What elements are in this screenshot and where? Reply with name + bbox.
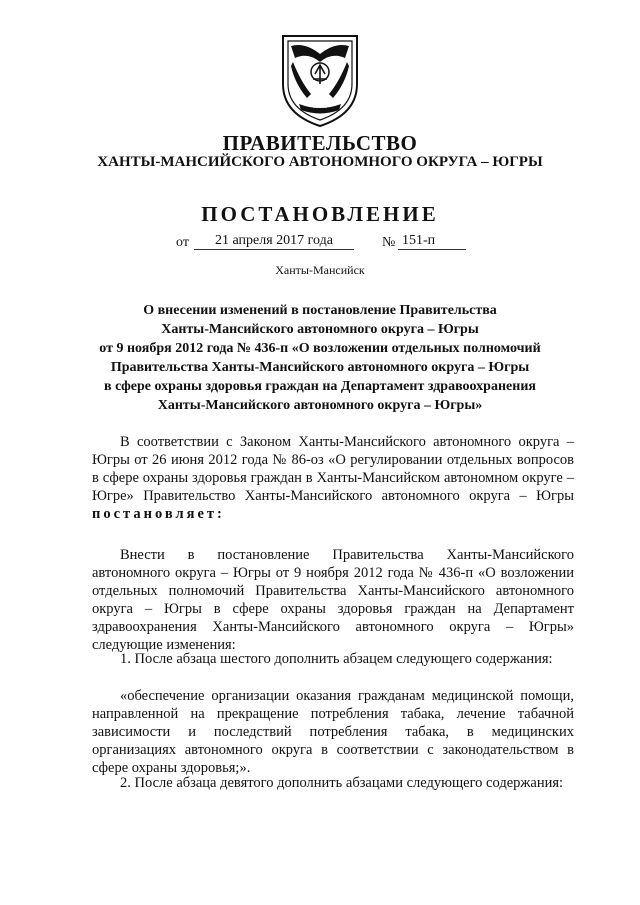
title-line: Ханты-Мансийского автономного округа – Югры [161, 322, 479, 337]
preamble-paragraph [92, 433, 574, 523]
title-line: Правительства Ханты-Мансийского автономного округа – Югры [110, 360, 530, 375]
preamble-text: В соответствии с Законом Ханты-Мансийского автономного округа – Югры от 26 июня 2012 года № 86-оз «О регулировании отдельных вопросов в сфере охраны здоровья граждан в Ханты-Мансийском автономном округе – Югре» Правительство Ханты-Мансийского автономного округа – Югры [92, 434, 574, 504]
government-title: ПРАВИТЕЛЬСТВО [222, 131, 418, 155]
item-1-paragraph: 1. После абзаца шестого дополнить абзацем следующего содержания: [120, 651, 553, 667]
document-number: 151-п [398, 233, 466, 250]
city: Ханты-Мансийск [275, 263, 365, 277]
resolves-word: постановляет: [92, 506, 225, 522]
title-line: в сфере охраны здоровья граждан на Департамент здравоохранения [104, 379, 536, 394]
title-line: от 9 ноября 2012 года № 436-п «О возложении отдельных полномочий [99, 341, 541, 356]
title-line: Ханты-Мансийского автономного округа – Югры» [157, 398, 483, 413]
intro-paragraph: Внести в постановление Правительства Ханты-Мансийского автономного округа – Югры от 9 ноября 2012 года № 436-п «О возложении отдельных полномочий Правительства Ханты-Мансийского автономного округа – Югры в сфере охраны здоровья граждан на Департамент здравоохранения Ханты-Мансийского автономного округа – Югры» следующие изменения: [92, 547, 574, 653]
document-title [60, 301, 580, 415]
svg-text:ЮГРА: ЮГРА [313, 105, 327, 110]
title-line: О внесении изменений в постановление Правительства [143, 303, 497, 318]
date-prefix: от [176, 235, 189, 250]
number-prefix: № [382, 235, 396, 250]
government-subtitle: ХАНТЫ-МАНСИЙСКОГО АВТОНОМНОГО ОКРУГА – ЮГРЫ [97, 154, 543, 170]
quote-1-paragraph: «обеспечение организации оказания гражданам медицинской помощи, направленной на прекращение потребления табака, лечение табачной зависимости и последствий потребления табака, в медицинских организациях автономного округа в соответствии с законодательством в сфере охраны здоровья;». [92, 688, 574, 776]
item-2-paragraph: 2. После абзаца девятого дополнить абзацами следующего содержания: [120, 775, 564, 791]
document-date: 21 апреля 2017 года [194, 233, 354, 250]
document-type: ПОСТАНОВЛЕНИЕ [201, 202, 439, 226]
coat-of-arms-emblem [277, 32, 363, 128]
